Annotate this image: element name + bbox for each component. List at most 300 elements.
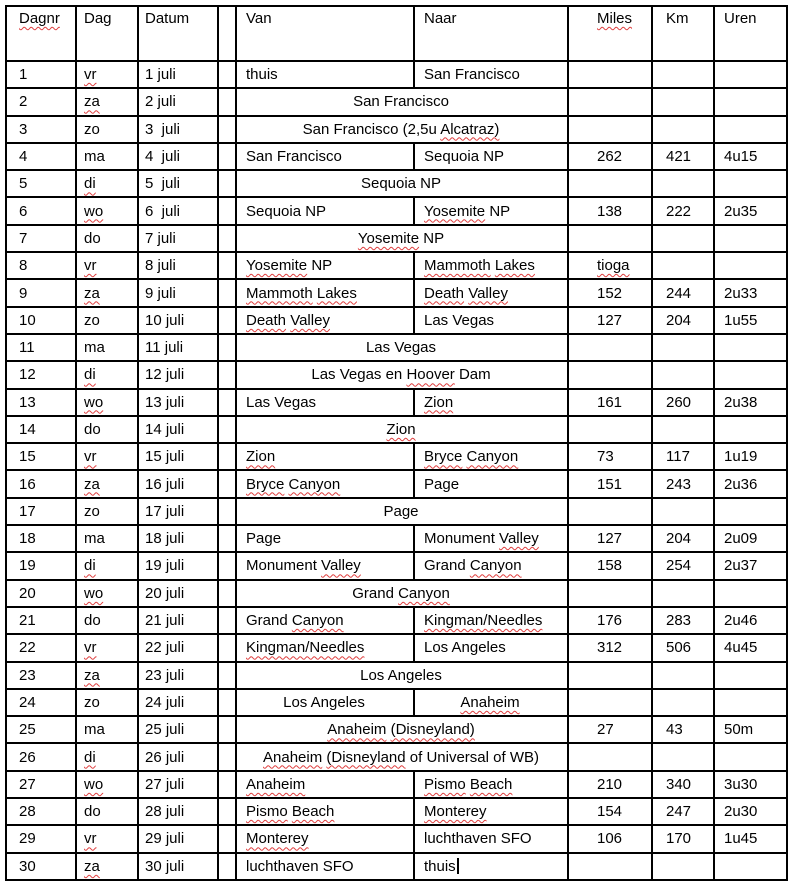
cell-naar[interactable] (414, 634, 568, 661)
cell-van[interactable] (236, 825, 414, 852)
cell-km[interactable] (652, 361, 714, 388)
cell-spacer[interactable] (218, 416, 236, 443)
cell-miles[interactable] (568, 771, 652, 798)
cell-uren[interactable] (714, 443, 787, 470)
cell-datum[interactable] (138, 143, 218, 170)
cell-datum[interactable] (138, 225, 218, 252)
cell-datum[interactable] (138, 525, 218, 552)
cell-dag[interactable] (76, 716, 138, 743)
table-row (6, 389, 787, 416)
cell-van[interactable] (236, 634, 414, 661)
cell-datum[interactable] (138, 689, 218, 716)
cell-dag[interactable] (76, 252, 138, 279)
text-run: luchthaven SFO (246, 857, 354, 875)
cell-miles[interactable] (568, 498, 652, 525)
cell-dagnr[interactable] (6, 170, 76, 197)
cell-miles[interactable] (568, 552, 652, 579)
cell-spacer[interactable] (218, 743, 236, 770)
cell-naar[interactable] (414, 389, 568, 416)
cell-dagnr[interactable] (6, 225, 76, 252)
cell-van[interactable] (236, 689, 414, 716)
text-run: do (84, 229, 101, 247)
cell-naar[interactable] (414, 689, 568, 716)
cell-dag[interactable] (76, 61, 138, 88)
text-run: 21 (19, 612, 36, 630)
text-run: 4 (19, 148, 28, 166)
cell-datum[interactable] (138, 662, 218, 689)
cell-datum[interactable] (138, 743, 218, 770)
cell-miles[interactable] (568, 416, 652, 443)
text-run: 151 (597, 475, 623, 493)
cell-km[interactable] (652, 443, 714, 470)
cell-dagnr[interactable] (6, 552, 76, 579)
cell-dag[interactable] (76, 416, 138, 443)
cell-dag[interactable] (76, 443, 138, 470)
cell-spacer[interactable] (218, 252, 236, 279)
cell-spacer[interactable] (218, 143, 236, 170)
cell-datum[interactable] (138, 798, 218, 825)
cell-naar[interactable] (414, 252, 568, 279)
cell-uren[interactable] (714, 689, 787, 716)
cell-dag[interactable] (76, 771, 138, 798)
cell-spacer[interactable] (218, 525, 236, 552)
cell-spacer[interactable] (218, 389, 236, 416)
cell-van-naar-merged[interactable] (236, 88, 568, 115)
cell-uren[interactable] (714, 389, 787, 416)
text-run: Dam (454, 366, 491, 384)
cell-datum[interactable] (138, 361, 218, 388)
cell-datum[interactable] (138, 853, 218, 880)
cell-dag[interactable] (76, 689, 138, 716)
cell-uren[interactable] (714, 607, 787, 634)
cell-uren[interactable] (714, 416, 787, 443)
cell-miles[interactable] (568, 143, 652, 170)
cell-miles[interactable] (568, 88, 652, 115)
cell-van-naar-merged[interactable] (236, 662, 568, 689)
cell-dagnr[interactable] (6, 88, 76, 115)
cell-dagnr[interactable] (6, 61, 76, 88)
cell-uren[interactable] (714, 307, 787, 334)
cell-datum[interactable] (138, 771, 218, 798)
cell-km[interactable] (652, 552, 714, 579)
cell-spacer[interactable] (218, 116, 236, 143)
misspelled-word: vr (84, 257, 97, 275)
cell-spacer[interactable] (218, 825, 236, 852)
cell-miles[interactable] (568, 580, 652, 607)
cell-dagnr[interactable] (6, 116, 76, 143)
cell-spacer[interactable] (218, 498, 236, 525)
cell-miles[interactable] (568, 443, 652, 470)
table-row (6, 470, 787, 497)
cell-miles[interactable] (568, 716, 652, 743)
cell-dagnr[interactable] (6, 607, 76, 634)
cell-van[interactable] (236, 307, 414, 334)
cell-km[interactable] (652, 61, 714, 88)
cell-uren[interactable] (714, 743, 787, 770)
cell-van[interactable] (236, 798, 414, 825)
cell-uren[interactable] (714, 853, 787, 880)
misspelled-word: Mammoth (424, 257, 491, 275)
header-dag[interactable] (76, 6, 138, 61)
misspelled-word: Zion (424, 393, 454, 411)
cell-dag[interactable] (76, 307, 138, 334)
cell-datum[interactable] (138, 825, 218, 852)
cell-datum[interactable] (138, 580, 218, 607)
cell-van-naar-merged[interactable] (236, 716, 568, 743)
cell-dag[interactable] (76, 552, 138, 579)
cell-dag[interactable] (76, 853, 138, 880)
cell-datum[interactable] (138, 116, 218, 143)
cell-naar[interactable] (414, 607, 568, 634)
cell-dag[interactable] (76, 143, 138, 170)
cell-dagnr[interactable] (6, 825, 76, 852)
cell-dagnr[interactable] (6, 743, 76, 770)
cell-dagnr[interactable] (6, 334, 76, 361)
cell-spacer[interactable] (218, 798, 236, 825)
cell-van[interactable] (236, 443, 414, 470)
cell-naar[interactable] (414, 279, 568, 306)
text-run: 222 (666, 202, 692, 220)
cell-miles[interactable] (568, 334, 652, 361)
cell-naar[interactable] (414, 197, 568, 224)
cell-van-naar-merged[interactable] (236, 170, 568, 197)
cell-km[interactable] (652, 252, 714, 279)
cell-uren[interactable] (714, 143, 787, 170)
cell-datum[interactable] (138, 197, 218, 224)
text-run: 204 (666, 311, 692, 329)
cell-uren[interactable] (714, 88, 787, 115)
cell-km[interactable] (652, 197, 714, 224)
cell-dag[interactable] (76, 389, 138, 416)
cell-spacer[interactable] (218, 607, 236, 634)
cell-uren[interactable] (714, 197, 787, 224)
cell-dagnr[interactable] (6, 197, 76, 224)
cell-dag[interactable] (76, 580, 138, 607)
cell-dagnr[interactable] (6, 525, 76, 552)
cell-naar[interactable] (414, 552, 568, 579)
text-run: 421 (666, 148, 692, 166)
misspelled-word: Kingman/Needles (424, 612, 543, 630)
cell-miles[interactable] (568, 853, 652, 880)
cell-km[interactable] (652, 498, 714, 525)
cell-datum[interactable] (138, 88, 218, 115)
cell-dag[interactable] (76, 88, 138, 115)
cell-uren[interactable] (714, 662, 787, 689)
cell-dagnr[interactable] (6, 689, 76, 716)
cell-spacer[interactable] (218, 662, 236, 689)
cell-dagnr[interactable] (6, 662, 76, 689)
cell-datum[interactable] (138, 716, 218, 743)
cell-dag[interactable] (76, 825, 138, 852)
cell-dagnr[interactable] (6, 798, 76, 825)
cell-dagnr[interactable] (6, 416, 76, 443)
cell-miles[interactable] (568, 825, 652, 852)
cell-dag[interactable] (76, 634, 138, 661)
text-run: Dag (84, 10, 112, 27)
misspelled-word: vr (84, 448, 97, 466)
cell-uren[interactable] (714, 771, 787, 798)
cell-km[interactable] (652, 853, 714, 880)
cell-spacer[interactable] (218, 307, 236, 334)
cell-dag[interactable] (76, 607, 138, 634)
cell-van[interactable] (236, 552, 414, 579)
cell-km[interactable] (652, 607, 714, 634)
cell-dag[interactable] (76, 116, 138, 143)
cell-miles[interactable] (568, 607, 652, 634)
cell-uren[interactable] (714, 498, 787, 525)
cell-spacer[interactable] (218, 197, 236, 224)
cell-datum[interactable] (138, 634, 218, 661)
text-run: zo (84, 502, 100, 520)
cell-uren[interactable] (714, 225, 787, 252)
cell-miles[interactable] (568, 470, 652, 497)
text-run: thuis (246, 66, 278, 84)
text-run: 262 (597, 148, 623, 166)
cell-km[interactable] (652, 798, 714, 825)
cell-van-naar-merged[interactable] (236, 361, 568, 388)
cell-uren[interactable] (714, 825, 787, 852)
cell-km[interactable] (652, 389, 714, 416)
cell-datum[interactable] (138, 498, 218, 525)
header-naar[interactable] (414, 6, 568, 61)
header-datum[interactable] (138, 6, 218, 61)
cell-naar[interactable] (414, 470, 568, 497)
cell-dagnr[interactable] (6, 580, 76, 607)
cell-miles[interactable] (568, 61, 652, 88)
cell-van[interactable] (236, 279, 414, 306)
cell-uren[interactable] (714, 361, 787, 388)
cell-datum[interactable] (138, 252, 218, 279)
cell-naar[interactable] (414, 143, 568, 170)
cell-dagnr[interactable] (6, 470, 76, 497)
cell-van[interactable] (236, 252, 414, 279)
cell-spacer[interactable] (218, 580, 236, 607)
cell-km[interactable] (652, 825, 714, 852)
cell-dagnr[interactable] (6, 443, 76, 470)
cell-van-naar-merged[interactable] (236, 580, 568, 607)
cell-van-naar-merged[interactable] (236, 743, 568, 770)
cell-datum[interactable] (138, 416, 218, 443)
cell-van[interactable] (236, 525, 414, 552)
cell-km[interactable] (652, 307, 714, 334)
cell-spacer[interactable] (218, 361, 236, 388)
cell-spacer[interactable] (218, 279, 236, 306)
cell-dagnr[interactable] (6, 853, 76, 880)
misspelled-word: Canyon (466, 448, 519, 466)
header-spacer[interactable] (218, 6, 236, 61)
cell-dag[interactable] (76, 525, 138, 552)
cell-datum[interactable] (138, 389, 218, 416)
cell-datum[interactable] (138, 470, 218, 497)
cell-naar[interactable] (414, 443, 568, 470)
cell-uren[interactable] (714, 252, 787, 279)
cell-van[interactable] (236, 607, 414, 634)
cell-van-naar-merged[interactable] (236, 416, 568, 443)
header-miles[interactable] (568, 6, 652, 61)
cell-miles[interactable] (568, 252, 652, 279)
cell-dagnr[interactable] (6, 716, 76, 743)
cell-datum[interactable] (138, 443, 218, 470)
cell-miles[interactable] (568, 662, 652, 689)
cell-km[interactable] (652, 716, 714, 743)
text-run: 13 juli (145, 393, 185, 411)
cell-miles[interactable] (568, 197, 652, 224)
cell-km[interactable] (652, 580, 714, 607)
cell-spacer[interactable] (218, 716, 236, 743)
cell-dag[interactable] (76, 498, 138, 525)
cell-dag[interactable] (76, 662, 138, 689)
cell-uren[interactable] (714, 580, 787, 607)
cell-datum[interactable] (138, 334, 218, 361)
cell-miles[interactable] (568, 743, 652, 770)
cell-miles[interactable] (568, 225, 652, 252)
cell-datum[interactable] (138, 170, 218, 197)
cell-van-naar-merged[interactable] (236, 498, 568, 525)
cell-miles[interactable] (568, 798, 652, 825)
cell-van[interactable] (236, 143, 414, 170)
cell-miles[interactable] (568, 279, 652, 306)
text-run: 17 juli (145, 502, 185, 520)
text-run: 254 (666, 557, 692, 575)
cell-spacer[interactable] (218, 552, 236, 579)
cell-uren[interactable] (714, 170, 787, 197)
cell-naar[interactable] (414, 525, 568, 552)
cell-km[interactable] (652, 143, 714, 170)
cell-uren[interactable] (714, 279, 787, 306)
cell-datum[interactable] (138, 61, 218, 88)
text-run: 29 (19, 830, 36, 848)
cell-dagnr[interactable] (6, 634, 76, 661)
cell-km[interactable] (652, 525, 714, 552)
cell-km[interactable] (652, 470, 714, 497)
cell-km[interactable] (652, 225, 714, 252)
header-van[interactable] (236, 6, 414, 61)
cell-dag[interactable] (76, 170, 138, 197)
cell-miles[interactable] (568, 116, 652, 143)
cell-km[interactable] (652, 279, 714, 306)
text-run: Page (246, 530, 282, 548)
cell-km[interactable] (652, 743, 714, 770)
cell-uren[interactable] (714, 552, 787, 579)
cell-uren[interactable] (714, 61, 787, 88)
cell-van-naar-merged[interactable] (236, 334, 568, 361)
cell-van[interactable] (236, 470, 414, 497)
cell-van[interactable] (236, 389, 414, 416)
cell-km[interactable] (652, 170, 714, 197)
cell-dagnr[interactable] (6, 389, 76, 416)
cell-uren[interactable] (714, 525, 787, 552)
cell-uren[interactable] (714, 334, 787, 361)
cell-naar[interactable] (414, 853, 568, 880)
cell-km[interactable] (652, 416, 714, 443)
cell-spacer[interactable] (218, 771, 236, 798)
cell-km[interactable] (652, 88, 714, 115)
cell-dagnr[interactable] (6, 307, 76, 334)
cell-uren[interactable] (714, 634, 787, 661)
cell-dagnr[interactable] (6, 498, 76, 525)
cell-miles[interactable] (568, 525, 652, 552)
misspelled-word: Death (246, 311, 287, 329)
cell-dag[interactable] (76, 798, 138, 825)
cell-miles[interactable] (568, 689, 652, 716)
cell-km[interactable] (652, 689, 714, 716)
text-run: Las Vegas (424, 311, 495, 329)
cell-naar[interactable] (414, 825, 568, 852)
cell-dag[interactable] (76, 470, 138, 497)
cell-dagnr[interactable] (6, 361, 76, 388)
cell-uren[interactable] (714, 716, 787, 743)
cell-dagnr[interactable] (6, 143, 76, 170)
cell-spacer[interactable] (218, 170, 236, 197)
cell-spacer[interactable] (218, 61, 236, 88)
cell-naar[interactable] (414, 307, 568, 334)
cell-dag[interactable] (76, 361, 138, 388)
cell-spacer[interactable] (218, 853, 236, 880)
cell-van[interactable] (236, 771, 414, 798)
cell-spacer[interactable] (218, 225, 236, 252)
cell-dagnr[interactable] (6, 279, 76, 306)
cell-km[interactable] (652, 634, 714, 661)
header-km[interactable] (652, 6, 714, 61)
cell-dag[interactable] (76, 279, 138, 306)
cell-dag[interactable] (76, 743, 138, 770)
cell-dagnr[interactable] (6, 252, 76, 279)
cell-uren[interactable] (714, 470, 787, 497)
cell-naar[interactable] (414, 771, 568, 798)
cell-spacer[interactable] (218, 689, 236, 716)
cell-van[interactable] (236, 197, 414, 224)
cell-datum[interactable] (138, 552, 218, 579)
cell-van-naar-merged[interactable] (236, 225, 568, 252)
cell-spacer[interactable] (218, 470, 236, 497)
misspelled-word: wo (84, 584, 104, 602)
cell-van-naar-merged[interactable] (236, 116, 568, 143)
cell-miles[interactable] (568, 170, 652, 197)
cell-km[interactable] (652, 116, 714, 143)
table-row (6, 61, 787, 88)
cell-miles[interactable] (568, 361, 652, 388)
cell-km[interactable] (652, 771, 714, 798)
cell-uren[interactable] (714, 798, 787, 825)
cell-spacer[interactable] (218, 88, 236, 115)
cell-uren[interactable] (714, 116, 787, 143)
cell-dag[interactable] (76, 225, 138, 252)
cell-van[interactable] (236, 61, 414, 88)
text-run: 6 juli (145, 202, 181, 220)
cell-datum[interactable] (138, 307, 218, 334)
header-dagnr[interactable] (6, 6, 76, 61)
header-uren[interactable] (714, 6, 787, 61)
cell-datum[interactable] (138, 607, 218, 634)
cell-miles[interactable] (568, 389, 652, 416)
cell-miles[interactable] (568, 634, 652, 661)
cell-datum[interactable] (138, 279, 218, 306)
cell-dagnr[interactable] (6, 771, 76, 798)
cell-naar[interactable] (414, 798, 568, 825)
cell-km[interactable] (652, 662, 714, 689)
cell-van[interactable] (236, 853, 414, 880)
cell-naar[interactable] (414, 61, 568, 88)
text-run: 2u33 (724, 284, 758, 302)
cell-dag[interactable] (76, 197, 138, 224)
cell-km[interactable] (652, 334, 714, 361)
cell-spacer[interactable] (218, 634, 236, 661)
cell-spacer[interactable] (218, 334, 236, 361)
cell-dag[interactable] (76, 334, 138, 361)
cell-miles[interactable] (568, 307, 652, 334)
text-run: zo (84, 120, 100, 138)
cell-spacer[interactable] (218, 443, 236, 470)
